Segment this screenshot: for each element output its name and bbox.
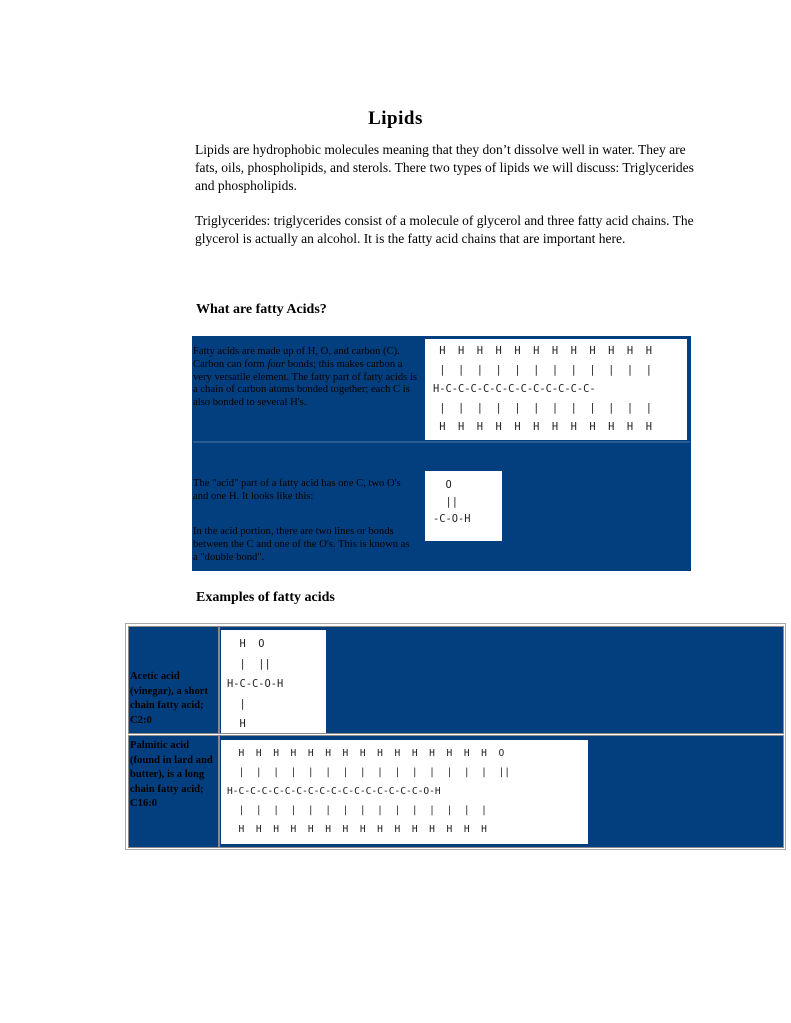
example-label-cell — [128, 735, 219, 848]
acetic-acid-label: Acetic acid (vinegar), a short chain fatty acid; C2:0 — [130, 671, 208, 726]
examples-heading: Examples of fatty acids — [196, 590, 335, 605]
example-structure-cell — [219, 626, 784, 734]
fatty-acid-table — [192, 336, 691, 571]
intro-paragraph: Lipids are hydrophobic molecules meaning that they don’t dissolve well in water. They are fats, oils, phospholipids, and sterols. There two types of lipids we will discuss: Triglycerides and phospholipids. — [195, 142, 694, 193]
fatty-acid-desc-start: Fatty acids are made up of H, O, and carbon (C). Carbon can form — [193, 346, 400, 370]
fatty-acid-desc-end: bonds; this makes carbon a very versatile element. The fatty part of fatty acids is a chain of carbon atoms bonded together; each C is also bonded to several H's. — [193, 358, 417, 409]
acid-part-description: The "acid" part of a fatty acid has one C, two O's and one H. It looks like this: — [193, 478, 401, 502]
palmitic-acid-label: Palmitic acid (found in lard and butter), is a long chain fatty acid; C16:0 — [130, 740, 213, 809]
example-structure-cell — [219, 735, 784, 848]
page-title: Lipids — [368, 107, 423, 129]
table-divider — [193, 441, 690, 443]
examples-table — [125, 623, 786, 850]
example-label-cell — [128, 626, 219, 734]
palmitic-acid-structure — [221, 740, 588, 844]
double-bond-description: In the acid portion, there are two lines or bonds between the C and one of the O's. This is known as a "double bond". — [193, 526, 410, 563]
acetic-acid-formula: H O | || H-C-C-O-H | H — [227, 638, 284, 730]
fatty-acids-heading: What are fatty Acids? — [196, 302, 327, 317]
acid-group-formula: O || -C-O-H — [433, 479, 471, 525]
fatty-chain-structure — [425, 339, 687, 440]
acetic-acid-structure — [221, 630, 326, 733]
acid-group-structure — [425, 471, 502, 541]
fatty-acid-description — [193, 346, 423, 410]
triglycerides-paragraph: Triglycerides: triglycerides consist of a molecule of glycerol and three fatty acid chains. The glycerol is actually an alcohol. It is the fatty acid chains that are important here. — [195, 213, 694, 246]
fatty-chain-formula: H H H H H H H H H H H H | | | | | | | | | | | | H-C-C-C-C-C-C-C-C-C-C-C-C- | | | | | | | | | | | | H H H H H H H H H H H H — [433, 345, 652, 433]
palmitic-acid-formula: H H H H H H H H H H H H H H H O | | | | | | | | | | | | | | | || H-C-C-C-C-C-C-C-C-C-C-C-C-C-C-C-C-O-H | | | | | | | | | | | | | | | H H H H H H H H H H H H H H H — [227, 748, 511, 835]
fatty-acid-desc-italic: four — [267, 358, 286, 370]
